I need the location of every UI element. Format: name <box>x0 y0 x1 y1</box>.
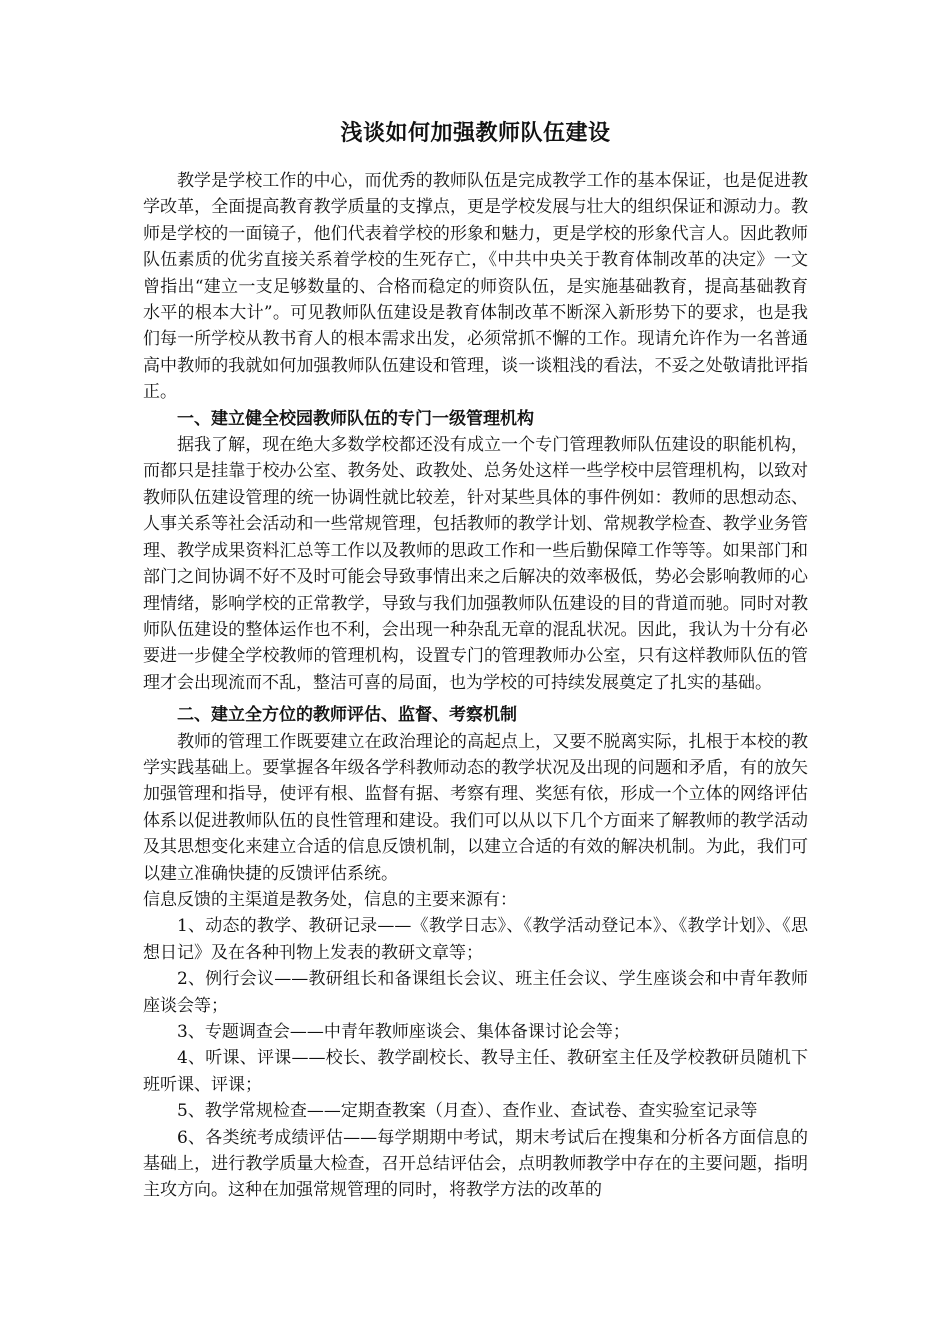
document-title: 浅谈如何加强教师队伍建设 <box>340 120 611 146</box>
list-item: 6、各类统考成绩评估——每学期期中考试，期末考试后在搜集和分析各方面信息的基础上，进行教学质量大检查，召开总结评估会，点明教师教学中存在的主要问题，指明主攻方向。这种在加强常规管理的同时，将教学方法的改革的 <box>143 1127 808 1201</box>
list-item: 1、动态的教学、教研记录——《教学日志》、《教学活动登记本》、《教学计划》、《思想日记》及在各种刊物上发表的教研文章等； <box>143 916 808 963</box>
section-1-body: 据我了解，现在绝大多数学校都还没有成立一个专门管理教师队伍建设的职能机构，而都只是挂靠于校办公室、教务处、政教处、总务处这样一些学校中层管理机构，以致对教师队伍建设管理的统一协调性就比较差，针对某些具体的事件例如：教师的思想动态、人事关系等社会活动和一些常规管理，包括教师的教学计划、常规教学检查、教学业务管理、教学成果资料汇总等工作以及教师的思政工作和一些后勤保障工作等等。如果部门和部门之间协调不好不及时可能会导致事情出来之后解决的效率极低，势必会影响教师的心理情绪，影响学校的正常教学，导致与我们加强教师队伍建设的目的背道而驰。同时对教师队伍建设的整体运作也不利，会出现一种杂乱无章的混乱状况。因此，我认为十分有必要进一步健全学校教师的管理机构，设置专门的管理教师办公室，只有这样教师队伍的管理才会出现流而不乱，整洁可喜的局面，也为学校的可持续发展奠定了扎实的基础。 <box>143 435 808 693</box>
section-2-heading: 二、建立全方位的教师评估、监督、考察机制 <box>177 705 517 726</box>
intro-paragraph: 教学是学校工作的中心，而优秀的教师队伍是完成教学工作的基本保证，也是促进教学改革，全面提高教育教学质量的支撑点，更是学校发展与壮大的组织保证和源动力。教师是学校的一面镜子，他们代表着学校的形象和魅力，更是学校的形象代言人。因此教师队伍素质的优劣直接关系着学校的生死存亡，《中共中央关于教育体制改革的决定》一文曾指出“建立一支足够数量的、合格而稳定的师资队伍，是实施基础教育，提高基础教育水平的根本大计”。可见教师队伍建设是教育体制改革不断深入新形势下的要求，也是我们每一所学校从教书育人的根本需求出发，必须常抓不懈的工作。现请允许作为一名普通高中教师的我就如何加强教师队伍建设和管理，谈一谈粗浅的看法，不妥之处敬请批评指正。 <box>143 171 808 403</box>
list-item: 4、听课、评课——校长、教学副校长、教导主任、教研室主任及学校教研员随机下班听课、评课； <box>143 1048 808 1095</box>
list-item: 2、例行会议——教研组长和备课组长会议、班主任会议、学生座谈会和中青年教师座谈会等； <box>143 969 808 1016</box>
document-page <box>143 118 808 1204</box>
section-1-heading: 一、建立健全校园教师队伍的专门一级管理机构 <box>177 408 534 429</box>
list-item: 5、教学常规检查——定期查教案（月查）、查作业、查试卷、查实验室记录等 <box>177 1101 758 1122</box>
section-2-body: 教师的管理工作既要建立在政治理论的高起点上，又要不脱离实际，扎根于本校的教学实践基础上。要掌握各年级各学科教师动态的教学状况及出现的问题和矛盾，有的放矢加强管理和指导，使评有根、监督有据、考察有理、奖惩有依，形成一个立体的网络评估体系以促进教师队伍的良性管理和建设。我们可以从以下几个方面来了解教师的教学活动及其思想变化来建立合适的信息反馈机制，以建立合适的有效的解决机制。为此，我们可以建立准确快捷的反馈评估系统。 <box>143 731 808 884</box>
list-item: 3、专题调查会——中青年教师座谈会、集体备课讨论会等； <box>177 1022 630 1042</box>
feedback-intro: 信息反馈的主渠道是教务处，信息的主要来源有： <box>143 889 517 910</box>
